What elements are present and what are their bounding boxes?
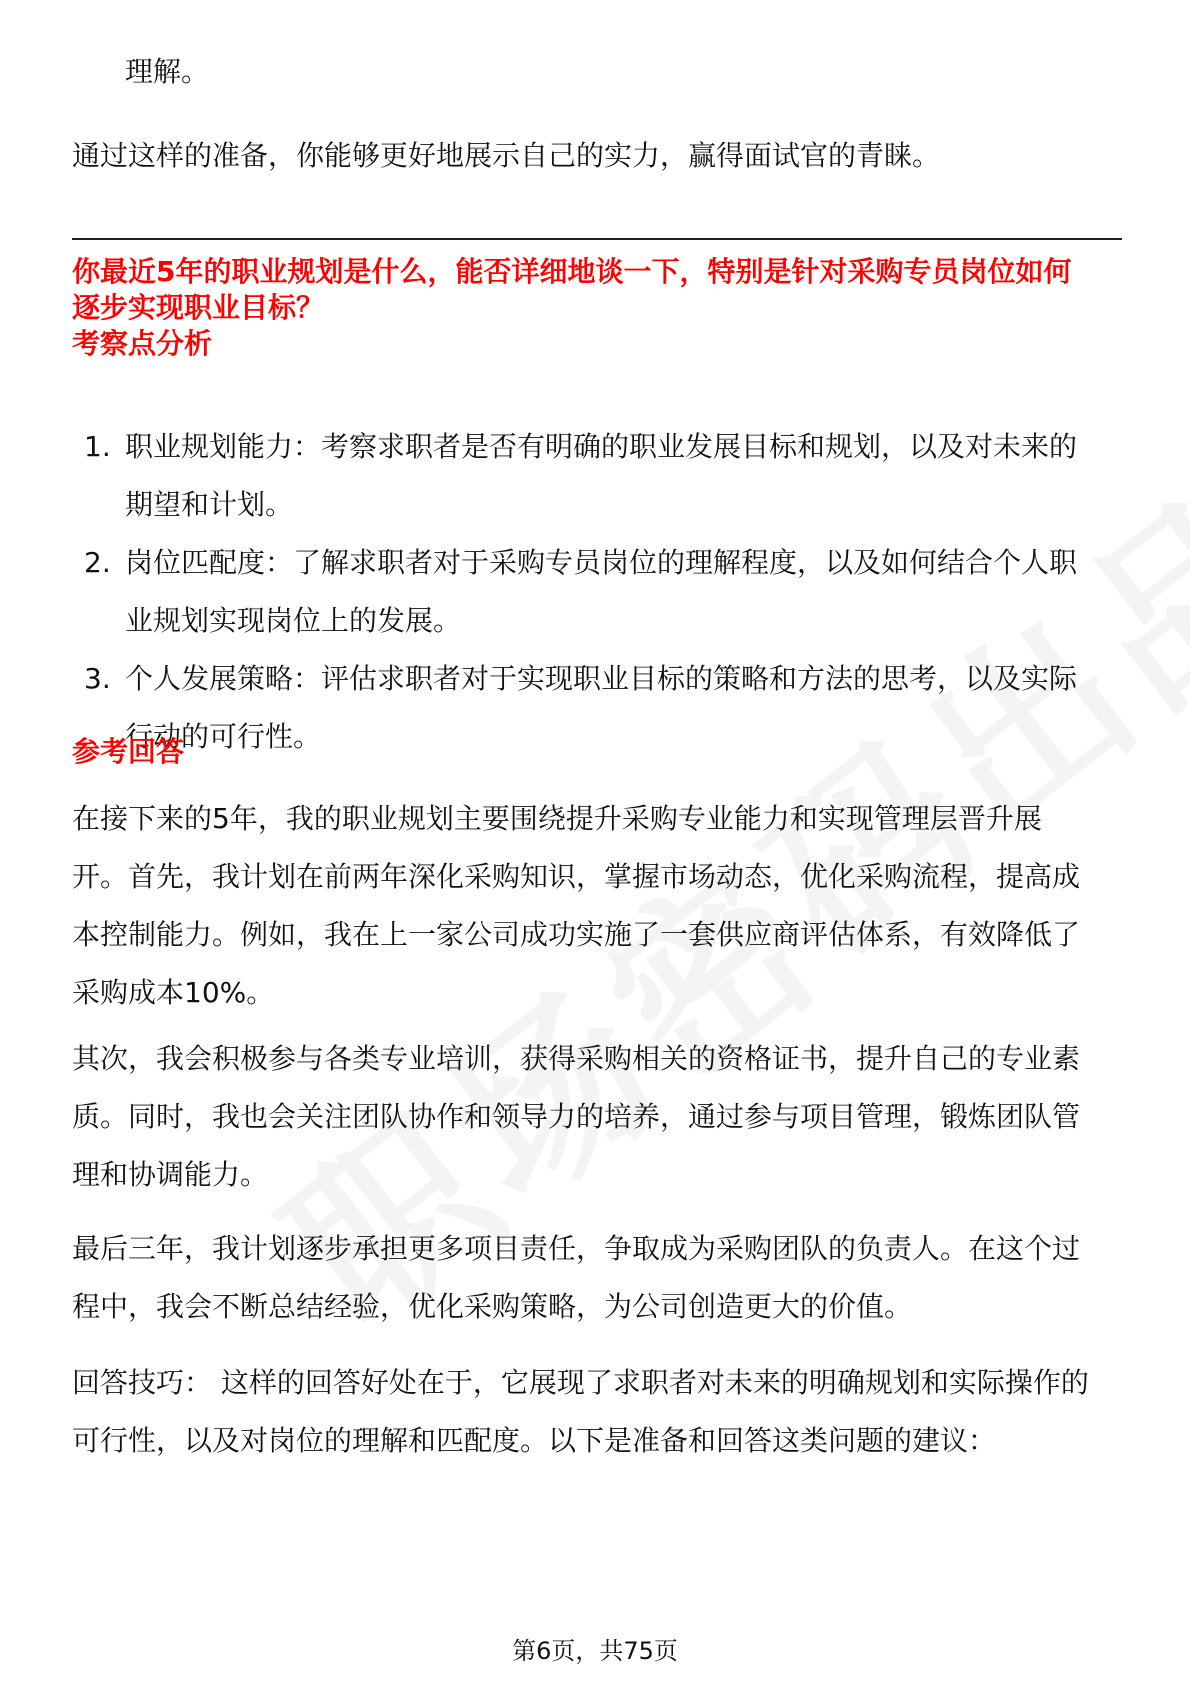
paragraph-line: 本控制能力。例如，我在上一家公司成功实施了一套供应商评估体系，有效降低了 (72, 918, 1081, 951)
analysis-item-number: 3. (84, 662, 111, 695)
continuation-text: 理解。 (125, 55, 210, 88)
answer-tips-paragraph (72, 1354, 1132, 1470)
paragraph-line: 开。首先，我计划在前两年深化采购知识，掌握市场动态，优化采购流程，提高成 (72, 860, 1081, 893)
section-divider (72, 238, 1122, 240)
analysis-item-number: 1. (84, 430, 111, 463)
analysis-item (72, 534, 1132, 650)
analysis-item-line: 期望和计划。 (125, 488, 294, 521)
question-heading (72, 254, 1132, 326)
page-footer: 第6页，共75页 (512, 1637, 678, 1665)
paragraph-line: 最后三年，我计划逐步承担更多项目责任，争取成为采购团队的负责人。在这个过 (72, 1232, 1081, 1265)
paragraph-line: 其次，我会积极参与各类专业培训，获得采购相关的资格证书，提升自己的专业素 (72, 1042, 1081, 1075)
paragraph-line: 理和协调能力。 (72, 1158, 269, 1191)
analysis-item-line: 个人发展策略：评估求职者对于实现职业目标的策略和方法的思考，以及实际 (125, 662, 1078, 695)
analysis-list (72, 418, 1132, 766)
paragraph-line: 在接下来的5年，我的职业规划主要围绕提升采购专业能力和实现管理层晋升展 (72, 802, 1042, 835)
paragraph-line: 回答技巧： 这样的回答好处在于，它展现了求职者对未来的明确规划和实际操作的 (72, 1366, 1089, 1399)
analysis-item-line: 业规划实现岗位上的发展。 (125, 604, 462, 637)
answer-title: 参考回答 (72, 735, 185, 768)
analysis-item (72, 418, 1132, 534)
question-line-1: 你最近5年的职业规划是什么，能否详细地谈一下，特别是针对采购专员岗位如何 (72, 255, 1072, 288)
analysis-item-number: 2. (84, 546, 111, 579)
analysis-item-line: 职业规划能力：考察求职者是否有明确的职业发展目标和规划，以及对未来的 (125, 430, 1078, 463)
paragraph-line: 程中，我会不断总结经验，优化采购策略，为公司创造更大的价值。 (72, 1290, 913, 1323)
paragraph-line: 采购成本10%。 (72, 976, 275, 1009)
answer-paragraph (72, 1030, 1132, 1204)
analysis-item-line: 岗位匹配度：了解求职者对于采购专员岗位的理解程度，以及如何结合个人职 (125, 546, 1078, 579)
paragraph-line: 质。同时，我也会关注团队协作和领导力的培养，通过参与项目管理，锻炼团队管 (72, 1100, 1081, 1133)
analysis-title: 考察点分析 (72, 327, 213, 360)
question-line-2: 逐步实现职业目标？ (72, 291, 325, 324)
analysis-item (72, 650, 1132, 766)
intro-paragraph: 通过这样的准备，你能够更好地展示自己的实力，赢得面试官的青睐。 (72, 139, 941, 172)
analysis-item-line: 行动的可行性。 (125, 720, 322, 753)
answer-paragraph (72, 1220, 1132, 1336)
paragraph-line: 可行性，以及对岗位的理解和匹配度。以下是准备和回答这类问题的建议： (72, 1424, 997, 1457)
answer-paragraph (72, 790, 1132, 1022)
